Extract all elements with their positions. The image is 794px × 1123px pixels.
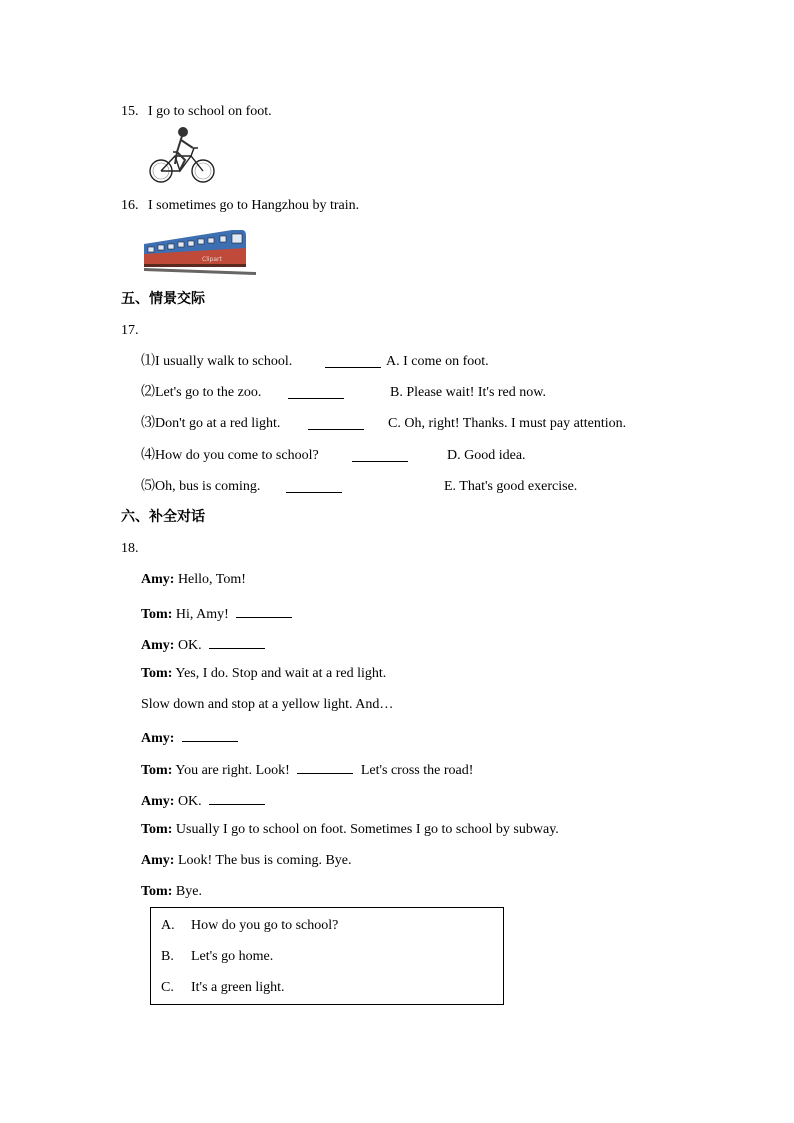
dialogue-text: Look! The bus is coming. Bye. (177, 853, 352, 868)
train-image (140, 226, 258, 276)
match-item-right: D. Good idea. (447, 448, 526, 463)
speaker-label: Tom: (141, 822, 173, 837)
match-item-left: ⑵Let's go to the zoo. (141, 385, 262, 400)
speaker-label: Tom: (141, 884, 173, 899)
svg-text:Clipart: Clipart (202, 256, 222, 263)
question-16 (121, 197, 359, 215)
dialogue-text-after: Let's cross the road! (360, 763, 474, 778)
dialogue-text: You are right. Look! (175, 763, 290, 778)
question-number: 15. (121, 104, 139, 119)
match-item-right: E. That's good exercise. (444, 479, 578, 494)
dialogue-line (141, 852, 352, 870)
dialogue-line (141, 759, 473, 780)
dialogue-text: Bye. (175, 884, 202, 899)
section-title: 六、补全对话 (121, 509, 205, 525)
answer-blank[interactable] (348, 447, 412, 468)
option-a (161, 917, 338, 935)
speaker-label: Amy: (141, 794, 175, 809)
dialogue-line (141, 883, 202, 901)
dialogue-text: OK. (177, 794, 202, 809)
question-text: I sometimes go to Hangzhou by train. (148, 198, 360, 213)
dialogue-text: Hello, Tom! (177, 572, 246, 587)
answer-blank[interactable] (284, 384, 348, 405)
dialogue-text: Yes, I do. Stop and wait at a red light. (175, 666, 387, 681)
speaker-label: Tom: (141, 666, 173, 681)
match-item-right: C. Oh, right! Thanks. I must pay attention. (388, 416, 627, 431)
dialogue-line (141, 790, 269, 811)
option-text: Let's go home. (191, 949, 274, 964)
dialogue-text: OK. (177, 638, 202, 653)
option-text: How do you go to school? (191, 918, 339, 933)
option-letter: A. (161, 918, 175, 933)
answer-blank[interactable] (182, 727, 238, 742)
dialogue-text: Slow down and stop at a yellow light. And… (141, 697, 394, 712)
dialogue-line (141, 665, 386, 683)
dialogue-text: Hi, Amy! (175, 607, 229, 622)
dialogue-line (141, 821, 559, 839)
match-item-left: ⑴I usually walk to school. (141, 354, 293, 369)
option-letter: C. (161, 980, 174, 995)
match-item-left: ⑷How do you come to school? (141, 448, 319, 463)
match-item-left: ⑶Don't go at a red light. (141, 416, 281, 431)
question-number: 18. (121, 541, 139, 556)
dialogue-line (141, 727, 242, 748)
question-number: 16. (121, 198, 139, 213)
answer-blank[interactable] (209, 634, 265, 649)
bicycle-rider-image (147, 126, 219, 186)
question-number: 17. (121, 323, 139, 338)
speaker-label: Amy: (141, 853, 175, 868)
section-title: 五、情景交际 (121, 291, 205, 307)
question-15 (121, 103, 272, 121)
speaker-label: Amy: (141, 638, 175, 653)
dialogue-line (141, 571, 246, 589)
answer-blank[interactable] (304, 415, 368, 436)
speaker-label: Tom: (141, 763, 173, 778)
options-box (150, 907, 504, 1005)
dialogue-line (141, 634, 269, 655)
answer-blank[interactable] (297, 759, 353, 774)
option-letter: B. (161, 949, 174, 964)
dialogue-line (141, 696, 393, 714)
match-item-left: ⑸Oh, bus is coming. (141, 479, 261, 494)
dialogue-text: Usually I go to school on foot. Sometimes I go to school by subway. (175, 822, 559, 837)
option-text: It's a green light. (191, 980, 285, 995)
answer-blank[interactable] (321, 353, 385, 374)
dialogue-line (141, 603, 296, 624)
option-b (161, 948, 273, 966)
question-text: I go to school on foot. (148, 104, 272, 119)
option-c (161, 979, 285, 997)
match-item-right: B. Please wait! It's red now. (390, 385, 546, 400)
speaker-label: Tom: (141, 607, 173, 622)
answer-blank[interactable] (209, 790, 265, 805)
answer-blank[interactable] (282, 478, 346, 499)
answer-blank[interactable] (236, 603, 292, 618)
speaker-label: Amy: (141, 731, 175, 746)
match-item-right: A. I come on foot. (386, 354, 489, 369)
speaker-label: Amy: (141, 572, 175, 587)
